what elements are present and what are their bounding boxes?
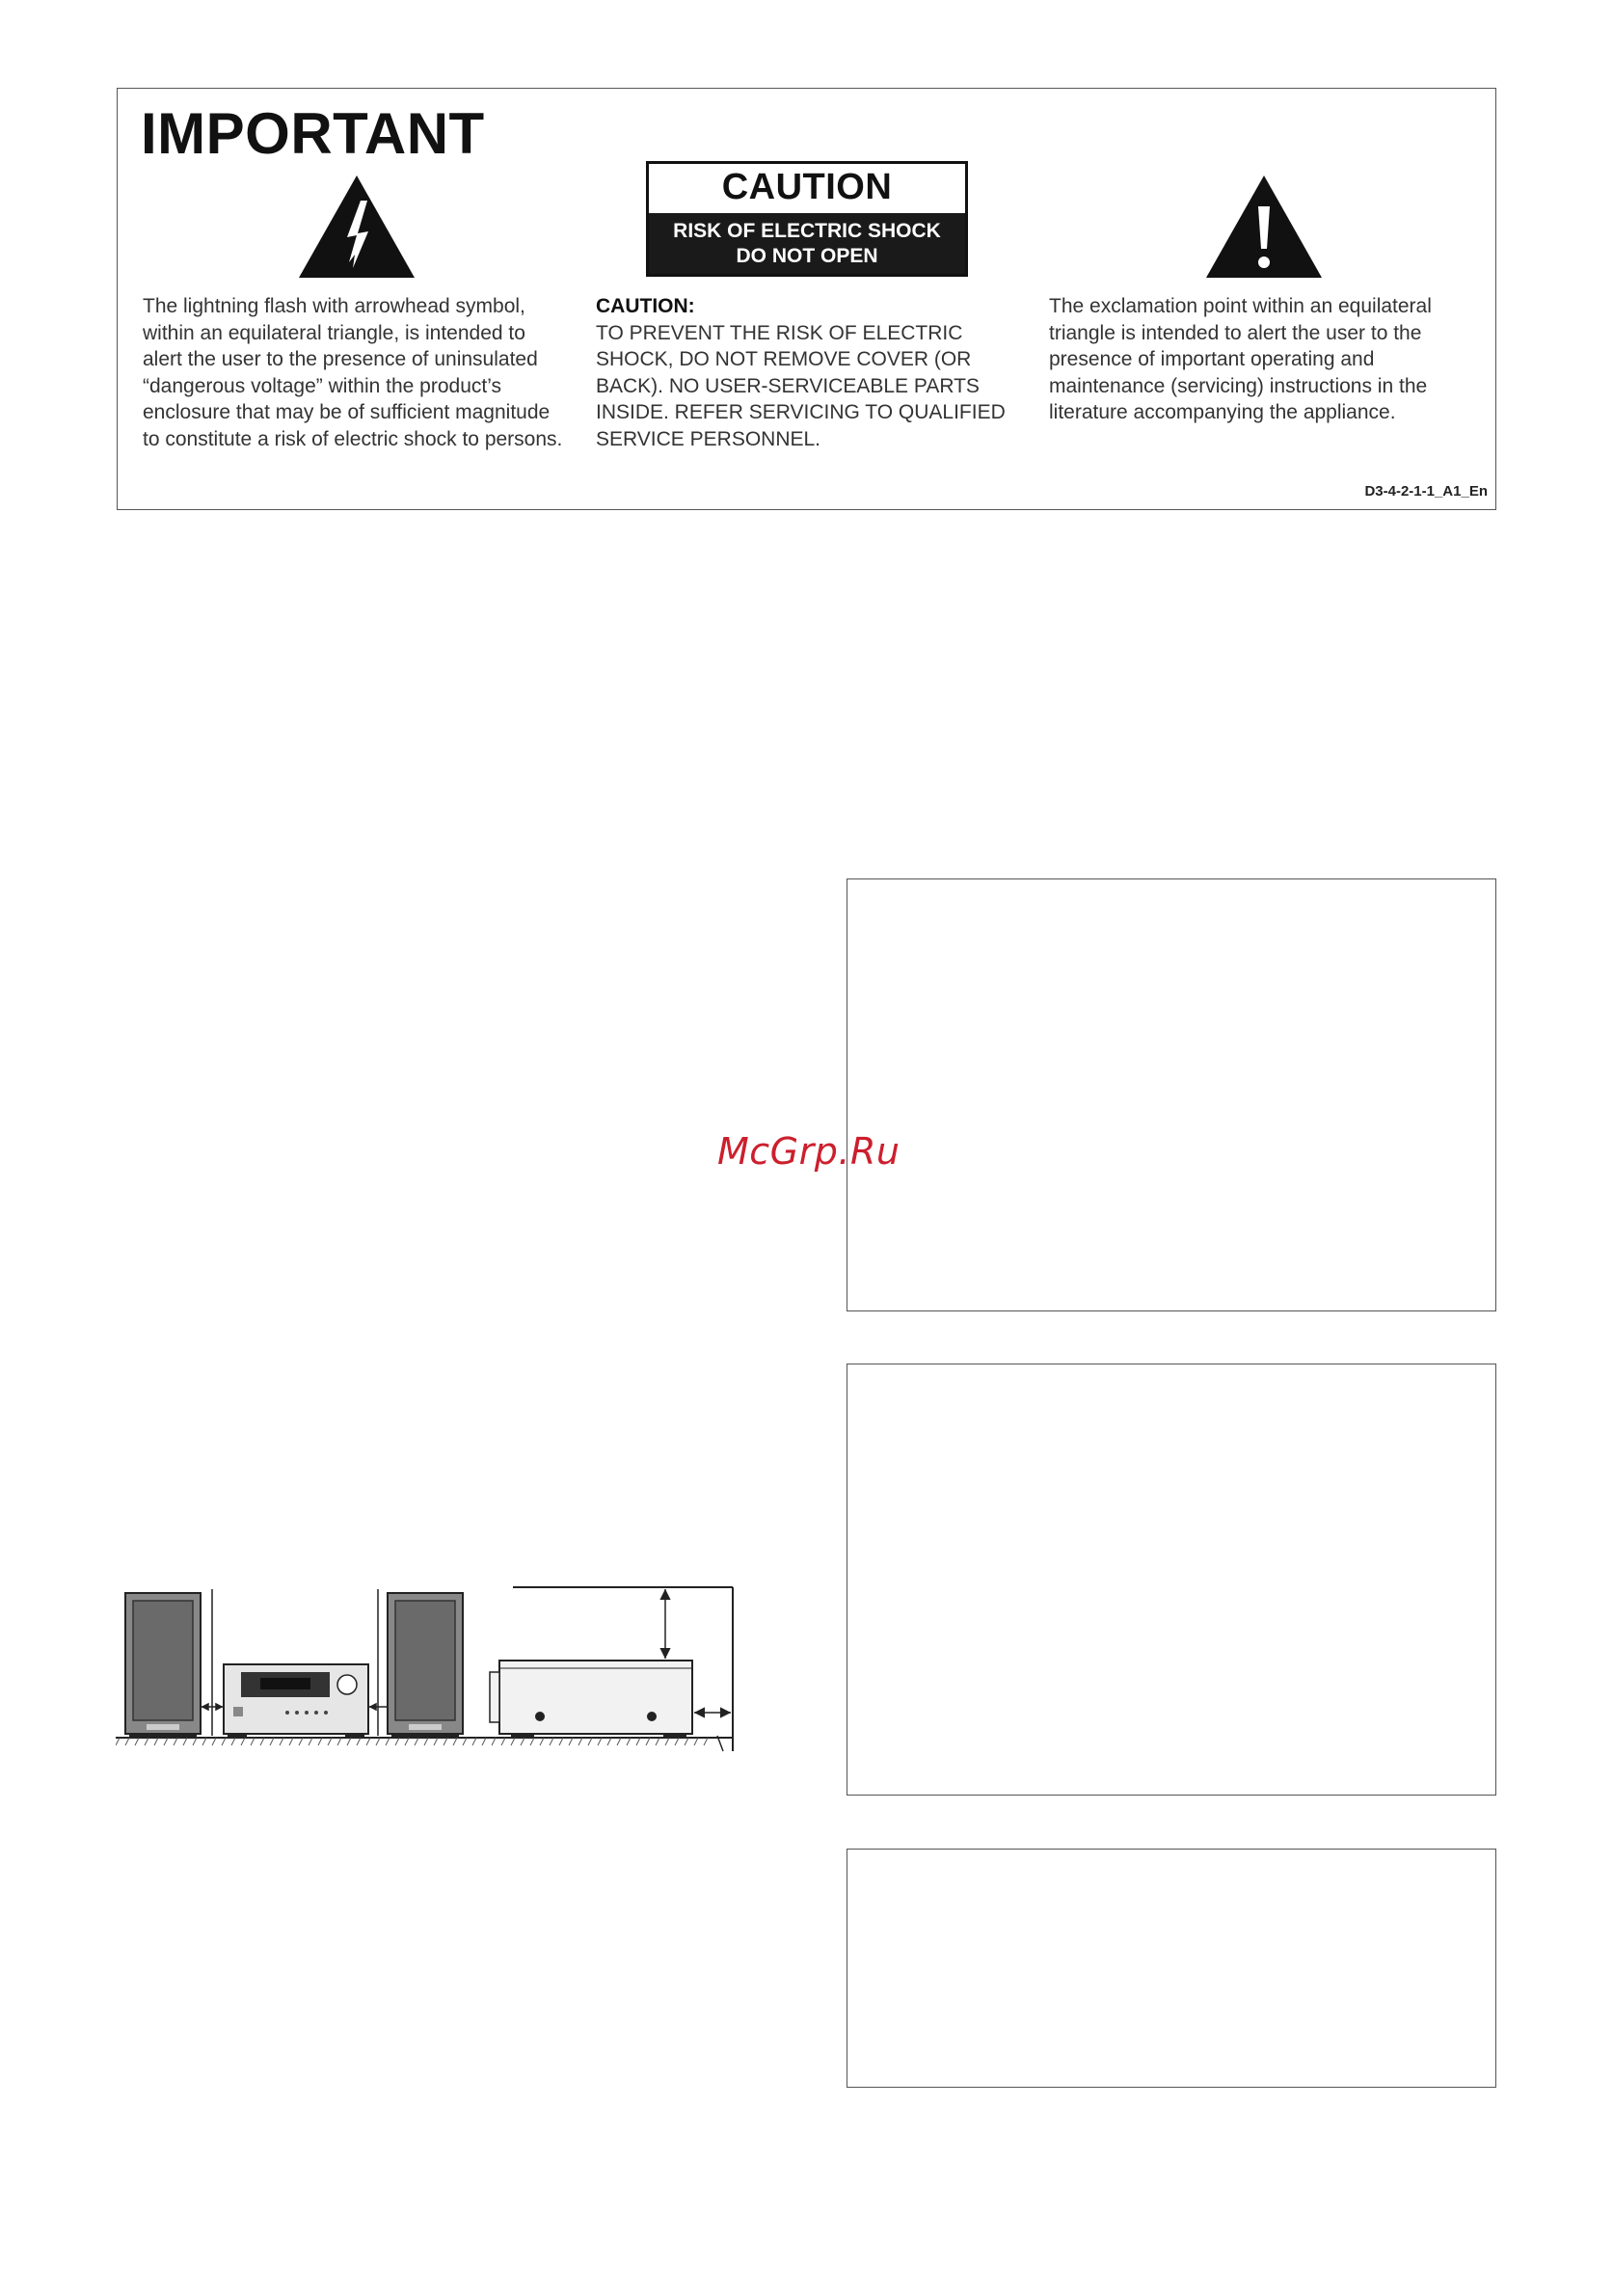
caution-label: [646, 161, 968, 277]
exclamation-triangle-icon: [1204, 174, 1324, 280]
caution-label-title: CAUTION: [721, 166, 893, 207]
main-unit: [224, 1664, 368, 1738]
notice-box-3: [847, 1849, 1496, 2088]
notice-box-2: [847, 1364, 1496, 1796]
clearance-arrow-left: [201, 1589, 224, 1736]
caution-heading: CAUTION:: [596, 295, 695, 317]
left-speaker: [125, 1593, 201, 1738]
exclamation-description: The exclamation point within an equilateral triangle is intended to alert the user to the presence of important operating and maintenance (servicing) instructions in the literature accompanying the appliance.: [1049, 295, 1432, 423]
clearance-arrow-middle: [368, 1589, 388, 1736]
important-notice: [117, 88, 1496, 510]
unit-side-view: [490, 1661, 692, 1738]
floor-line: [116, 1738, 733, 1745]
notice-box-1: [847, 878, 1496, 1311]
caution-label-line2: DO NOT OPEN: [736, 244, 878, 267]
lightning-triangle-icon: [297, 174, 417, 280]
document-code: D3-4-2-1-1_A1_En: [1364, 483, 1488, 500]
important-title: IMPORTANT: [141, 101, 485, 166]
right-speaker: [388, 1593, 463, 1738]
caution-label-line1: RISK OF ELECTRIC SHOCK: [673, 219, 941, 242]
caution-label-subtext: [649, 213, 965, 274]
caution-description: [596, 293, 1020, 452]
installation-clearance-diagram: [116, 1572, 752, 1765]
lightning-description: The lightning flash with arrowhead symbol, within an equilateral triangle, is intended to alert the user to the presence of uninsulated “dangerous voltage” within the product’s enclosure that may be of sufficient magnitude to constitute a risk of electric shock to persons.: [143, 295, 563, 450]
caution-body: TO PREVENT THE RISK OF ELECTRIC SHOCK, DO NOT REMOVE COVER (OR BACK). NO USER-SERVICEABLE PARTS INSIDE. REFER SERVICING TO QUALIFIED SERVICE PERSONNEL.: [596, 321, 1006, 450]
watermark: McGrp.Ru: [717, 1130, 901, 1173]
